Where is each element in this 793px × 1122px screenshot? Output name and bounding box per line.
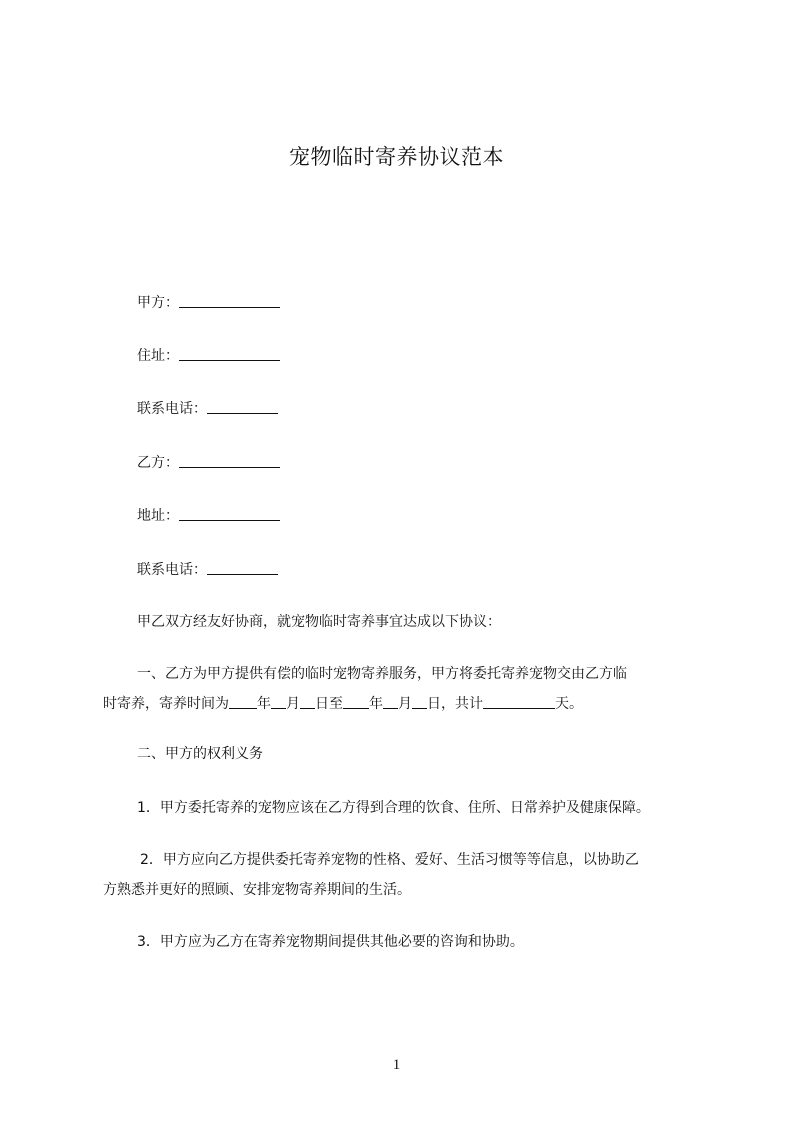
end-month-label: 月 — [398, 696, 412, 712]
party-b-address-field — [137, 505, 280, 526]
item-2-line-1: 2．甲方应向乙方提供委托寄养宠物的性格、爱好、生活习惯等等信息，以协助乙 — [140, 852, 639, 868]
item-2 — [103, 845, 723, 905]
item-3: 3．甲方应为乙方在寄养宠物期间提供其他必要的咨询和协助。 — [137, 934, 524, 950]
clause-1-line-1: 一、乙方为甲方提供有偿的临时宠物寄养服务，甲方将委托寄养宠物交由乙方临 — [137, 666, 627, 682]
end-year-label: 年 — [369, 696, 383, 712]
party-a-address-blank[interactable] — [179, 345, 280, 361]
party-a-phone-field — [137, 398, 278, 419]
party-b-phone-label: 联系电话： — [137, 562, 207, 578]
party-a-name-blank[interactable] — [179, 292, 280, 308]
party-a-name-field — [137, 292, 280, 313]
party-b-address-label: 地址： — [137, 508, 179, 524]
party-a-name-label: 甲方： — [137, 295, 179, 311]
party-a-phone-blank[interactable] — [207, 398, 278, 414]
document-title: 宠物临时寄养协议范本 — [289, 145, 504, 169]
start-month-blank[interactable] — [271, 693, 286, 709]
start-month-label: 月 — [286, 696, 300, 712]
end-month-blank[interactable] — [383, 693, 398, 709]
end-year-blank[interactable] — [343, 693, 369, 709]
end-day-blank[interactable] — [412, 693, 427, 709]
total-days-suffix: 天。 — [555, 696, 583, 712]
party-b-name-blank[interactable] — [179, 452, 280, 468]
end-day-total-label: 日，共计 — [427, 696, 483, 712]
party-b-address-blank[interactable] — [179, 505, 280, 521]
agreement-intro: 甲乙双方经友好协商，就宠物临时寄养事宜达成以下协议： — [137, 614, 501, 630]
item-2-line-2: 方熟悉并更好的照顾、安排宠物寄养期间的生活。 — [103, 882, 411, 898]
clause-1 — [103, 659, 723, 719]
start-day-to-label: 日至 — [315, 696, 343, 712]
start-year-label: 年 — [257, 696, 271, 712]
party-b-phone-blank[interactable] — [207, 559, 278, 575]
start-year-blank[interactable] — [229, 693, 257, 709]
party-b-phone-field — [137, 559, 278, 580]
clause-1-line-2 — [103, 689, 723, 719]
total-days-blank[interactable] — [483, 693, 555, 709]
item-1: 1．甲方委托寄养的宠物应该在乙方得到合理的饮食、住所、日常养护及健康保障。 — [137, 800, 650, 816]
party-b-name-label: 乙方： — [137, 455, 179, 471]
party-a-address-field — [137, 345, 280, 366]
party-b-name-field — [137, 452, 280, 473]
page-number: 1 — [392, 1057, 401, 1073]
start-day-blank[interactable] — [300, 693, 315, 709]
section-2-heading: 二、甲方的权利义务 — [137, 746, 263, 762]
party-a-address-label: 住址： — [137, 348, 179, 364]
party-a-phone-label: 联系电话： — [137, 401, 207, 417]
boarding-period-prefix: 时寄养，寄养时间为 — [103, 696, 229, 712]
